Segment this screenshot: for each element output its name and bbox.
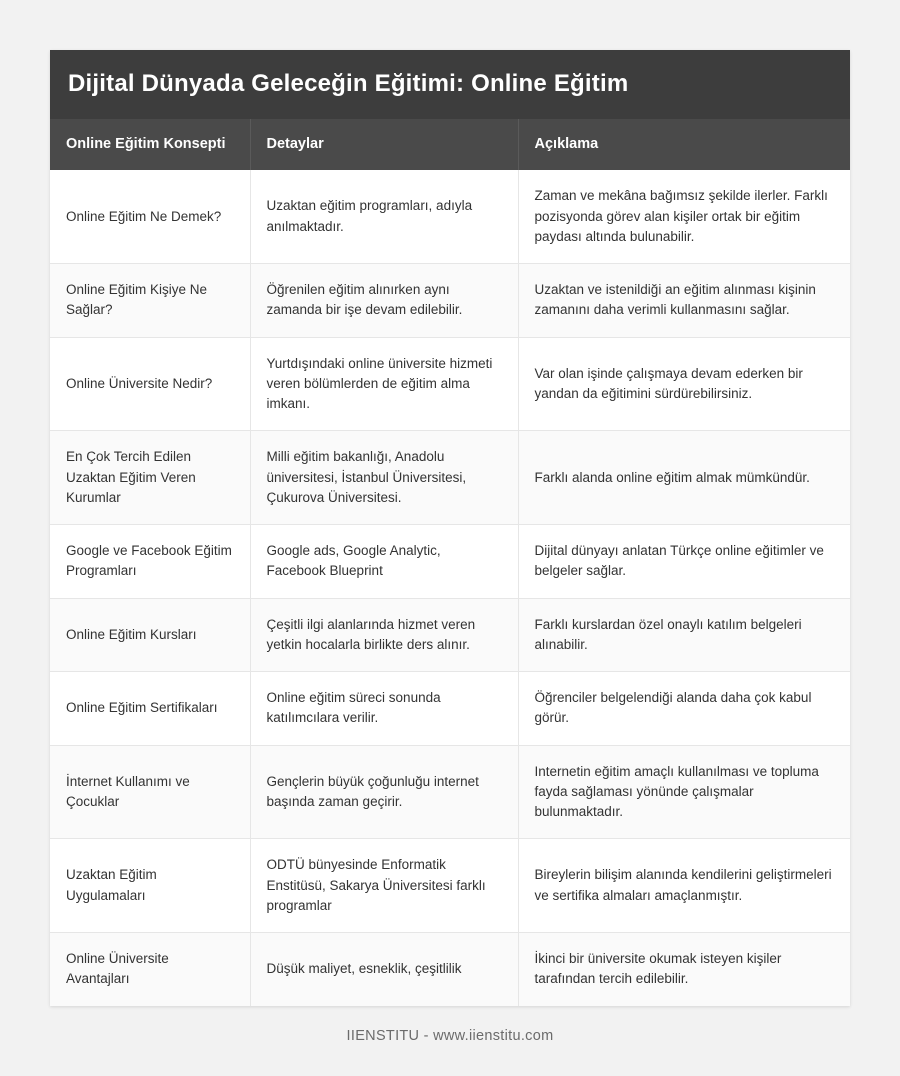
cell-konsept: Online Üniversite Nedir? [50, 337, 250, 431]
cell-aciklama: Var olan işinde çalışmaya devam ederken bir yandan da eğitimini sürdürebilirsiniz. [518, 337, 850, 431]
table-row [50, 672, 850, 746]
cell-konsept: İnternet Kullanımı ve Çocuklar [50, 745, 250, 839]
column-header-konsept: Online Eğitim Konsepti [50, 119, 250, 171]
table-row [50, 933, 850, 1006]
page-title: Dijital Dünyada Geleceğin Eğitimi: Online Eğitim [50, 50, 850, 119]
cell-aciklama: Bireylerin bilişim alanında kendilerini geliştirmeleri ve sertifika almaları amaçlanmıştır. [518, 839, 850, 933]
cell-konsept: En Çok Tercih Edilen Uzaktan Eğitim Veren Kurumlar [50, 431, 250, 525]
cell-detay: ODTÜ bünyesinde Enformatik Enstitüsü, Sakarya Üniversitesi farklı programlar [250, 839, 518, 933]
online-egitim-table [50, 119, 850, 1006]
table-row [50, 170, 850, 263]
cell-detay: Online eğitim süreci sonunda katılımcılara verilir. [250, 672, 518, 746]
column-header-aciklama: Açıklama [518, 119, 850, 171]
cell-detay: Milli eğitim bakanlığı, Anadolu üniversitesi, İstanbul Üniversitesi, Çukurova Üniversitesi. [250, 431, 518, 525]
cell-konsept: Online Eğitim Kişiye Ne Sağlar? [50, 264, 250, 338]
cell-detay: Google ads, Google Analytic, Facebook Blueprint [250, 525, 518, 599]
table-header-row [50, 119, 850, 171]
table-row [50, 431, 850, 525]
table-row [50, 839, 850, 933]
cell-konsept: Online Üniversite Avantajları [50, 933, 250, 1006]
table-body [50, 170, 850, 1005]
table-row [50, 337, 850, 431]
table-head [50, 119, 850, 171]
cell-konsept: Uzaktan Eğitim Uygulamaları [50, 839, 250, 933]
cell-aciklama: Farklı alanda online eğitim almak mümkündür. [518, 431, 850, 525]
footer-attribution: IIENSTITU - www.iienstitu.com [346, 1027, 554, 1044]
cell-detay: Düşük maliyet, esneklik, çeşitlilik [250, 933, 518, 1006]
infographic-table-card [50, 50, 850, 1006]
cell-aciklama: Farklı kurslardan özel onaylı katılım belgeleri alınabilir. [518, 598, 850, 672]
cell-aciklama: Uzaktan ve istenildiği an eğitim alınması kişinin zamanını daha verimli kullanmasını sağlar. [518, 264, 850, 338]
cell-aciklama: Dijital dünyayı anlatan Türkçe online eğitimler ve belgeler sağlar. [518, 525, 850, 599]
cell-aciklama: Zaman ve mekâna bağımsız şekilde ilerler. Farklı pozisyonda görev alan kişiler ortak bir eğitim paydası altında bulunabilir. [518, 170, 850, 263]
column-header-detaylar: Detaylar [250, 119, 518, 171]
cell-detay: Çeşitli ilgi alanlarında hizmet veren yetkin hocalarla birlikte ders alınır. [250, 598, 518, 672]
cell-konsept: Online Eğitim Sertifikaları [50, 672, 250, 746]
table-row [50, 264, 850, 338]
cell-detay: Öğrenilen eğitim alınırken aynı zamanda bir işe devam edilebilir. [250, 264, 518, 338]
cell-aciklama: Internetin eğitim amaçlı kullanılması ve topluma fayda sağlaması yönünde çalışmalar bulunmaktadır. [518, 745, 850, 839]
cell-aciklama: İkinci bir üniversite okumak isteyen kişiler tarafından tercih edilebilir. [518, 933, 850, 1006]
cell-aciklama: Öğrenciler belgelendiği alanda daha çok kabul görür. [518, 672, 850, 746]
table-row [50, 598, 850, 672]
cell-detay: Uzaktan eğitim programları, adıyla anılmaktadır. [250, 170, 518, 263]
cell-detay: Yurtdışındaki online üniversite hizmeti veren bölümlerden de eğitim alma imkanı. [250, 337, 518, 431]
cell-konsept: Google ve Facebook Eğitim Programları [50, 525, 250, 599]
cell-detay: Gençlerin büyük çoğunluğu internet başında zaman geçirir. [250, 745, 518, 839]
table-row [50, 525, 850, 599]
cell-konsept: Online Eğitim Kursları [50, 598, 250, 672]
cell-konsept: Online Eğitim Ne Demek? [50, 170, 250, 263]
table-row [50, 745, 850, 839]
